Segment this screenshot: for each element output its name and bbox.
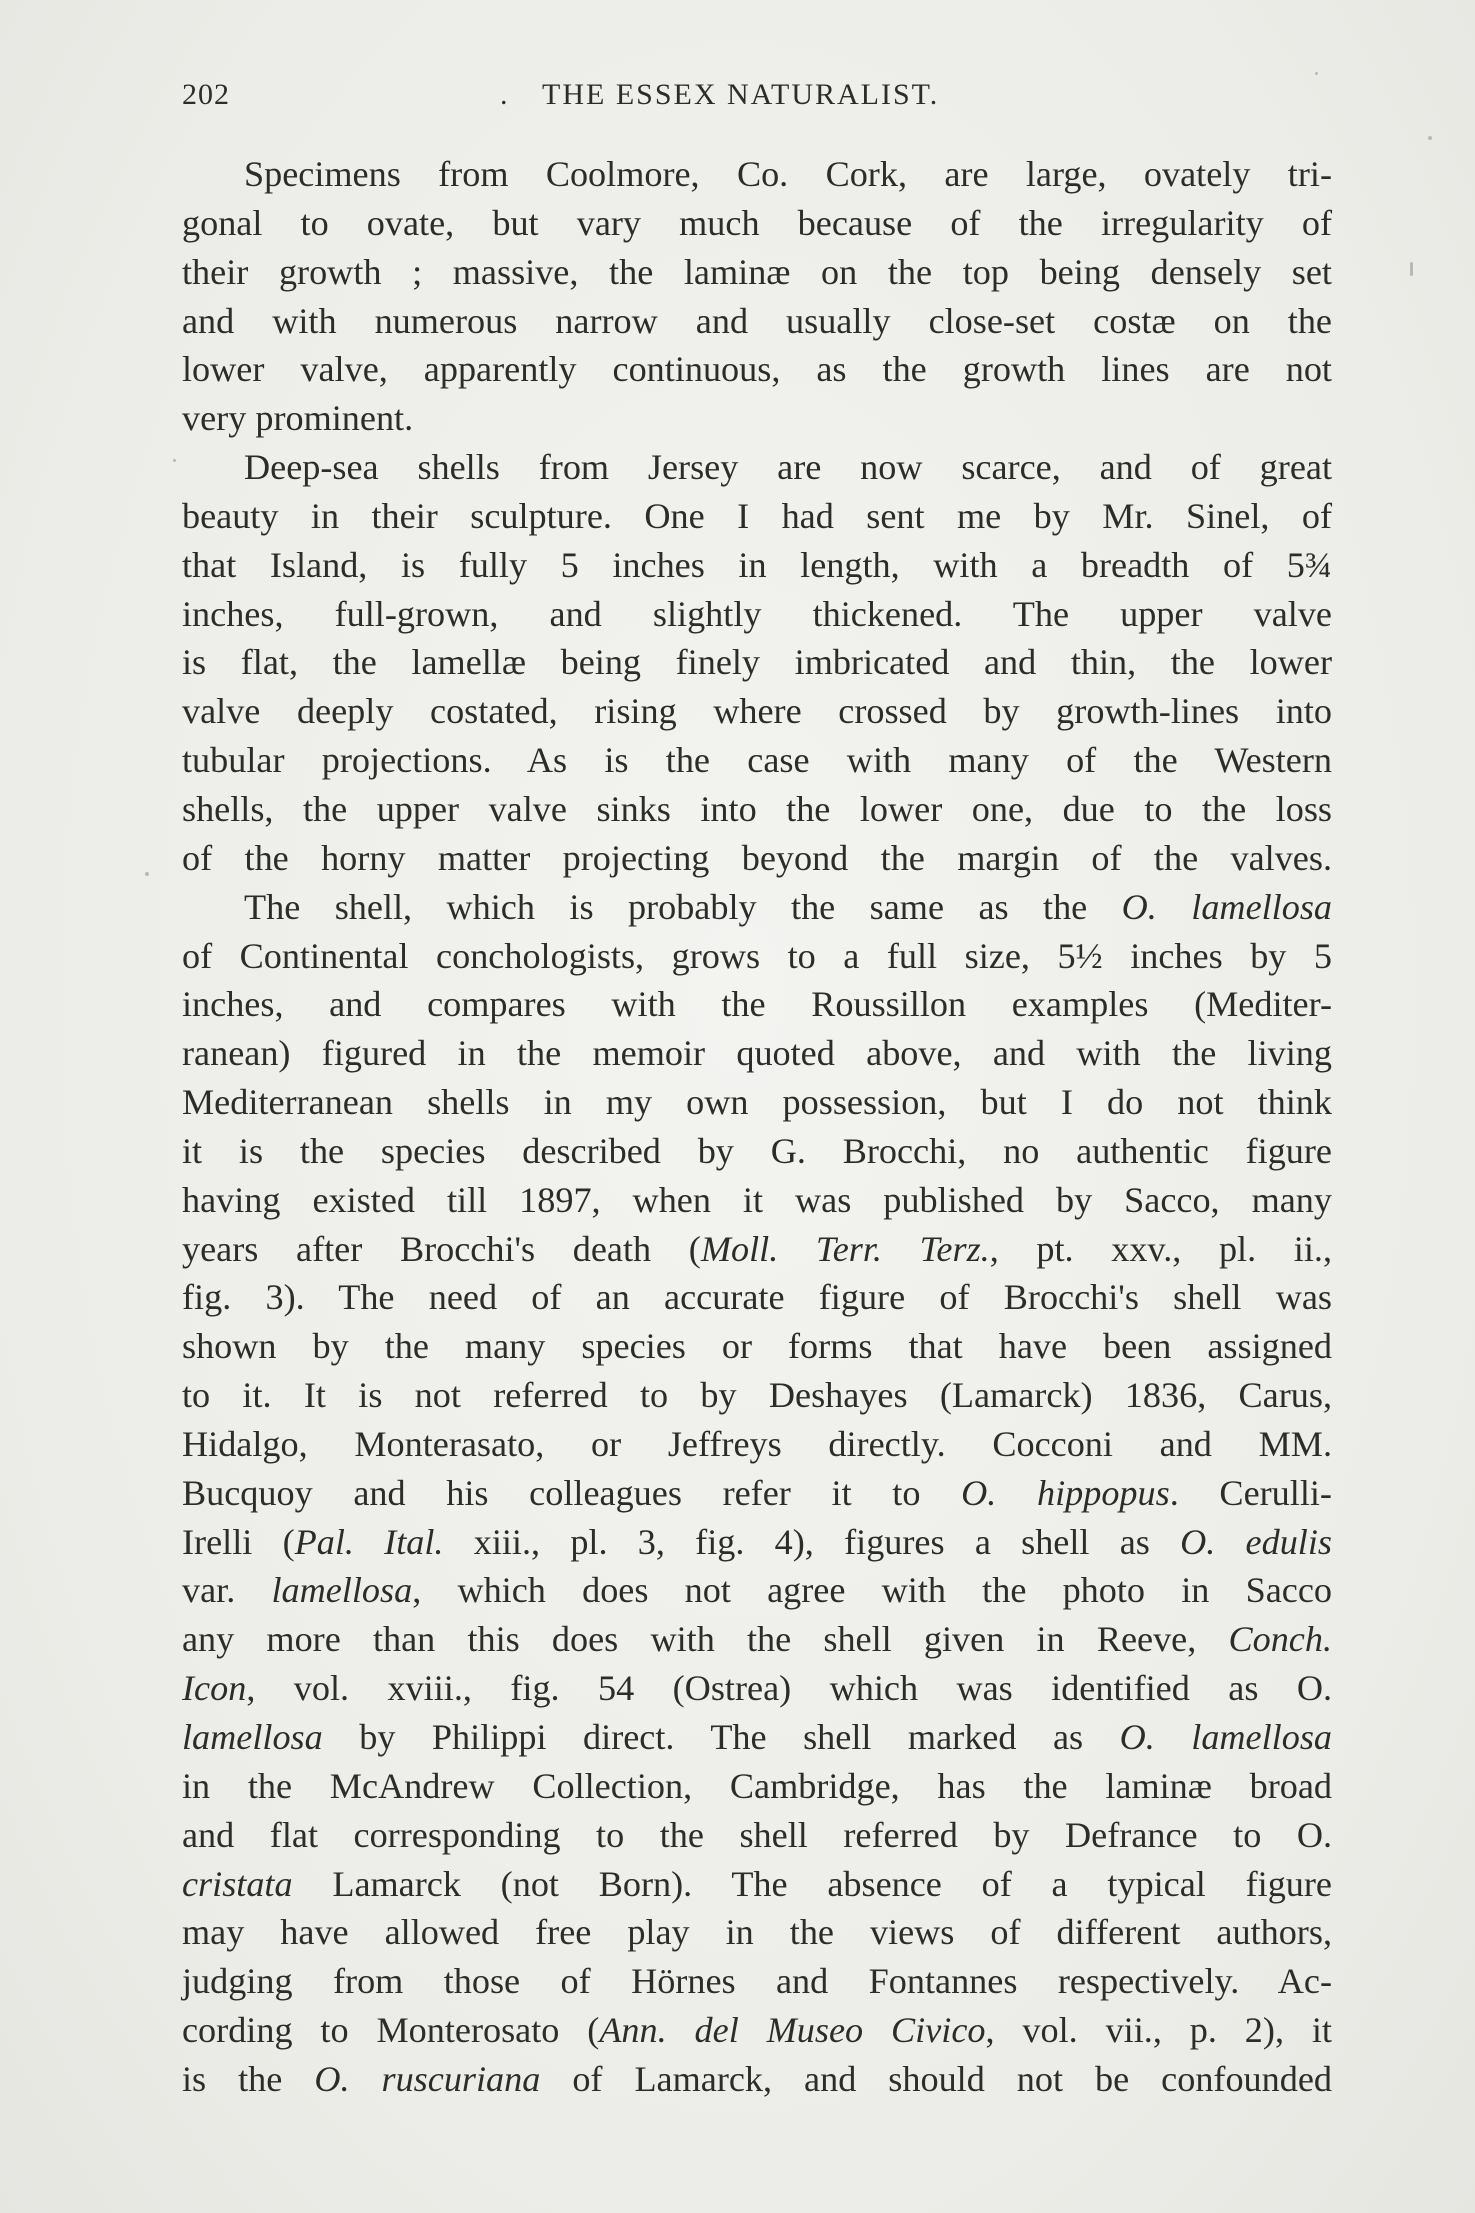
- text-line: Hidalgo, Monterasato, or Jeffreys directly. Cocconi and MM.: [182, 1423, 1332, 1464]
- text-line: The shell, which is probably the same as the O. lamellosa: [244, 886, 1333, 927]
- paragraph-3: [182, 883, 1332, 2104]
- text-line: Mediterranean shells in my own possession, but I do not think: [182, 1082, 1332, 1123]
- paper-speck: [1315, 72, 1318, 75]
- paper-speck: [173, 459, 176, 462]
- text-line: and flat corresponding to the shell referred by Defrance to O.: [182, 1814, 1332, 1855]
- text-line: gonal to ovate, but vary much because of the irregularity of: [182, 202, 1332, 243]
- text-line: beauty in their sculpture. One I had sent me by Mr. Sinel, of: [182, 495, 1332, 536]
- text-line: of the horny matter projecting beyond the margin of the valves.: [182, 837, 1332, 878]
- text-line: Specimens from Coolmore, Co. Cork, are large, ovately tri-: [244, 154, 1332, 194]
- running-head-title: THE ESSEX NATURALIST.: [542, 78, 940, 111]
- paragraph-2: [182, 443, 1332, 883]
- text-line: shown by the many species or forms that have been assigned: [182, 1326, 1332, 1367]
- text-line: valve deeply costated, rising where crossed by growth-lines into: [182, 691, 1332, 732]
- text-line: it is the species described by G. Brocchi, no authentic figure: [182, 1130, 1332, 1171]
- page-header: [182, 78, 1332, 118]
- text-line: fig. 3). The need of an accurate figure of Brocchi's shell was: [182, 1277, 1332, 1318]
- text-line: cording to Monterosato (Ann. del Museo Civico, vol. vii., p. 2), it: [182, 2010, 1332, 2051]
- text-line: may have allowed free play in the views of different authors,: [182, 1912, 1332, 1953]
- paper-speck: [1428, 136, 1432, 140]
- paragraph-1: [182, 150, 1332, 443]
- text-line: any more than this does with the shell given in Reeve, Conch.: [182, 1619, 1332, 1660]
- body-text: [182, 150, 1332, 2104]
- text-line: Bucquoy and his colleagues refer it to O. hippopus. Cerulli-: [182, 1472, 1332, 1513]
- text-line: shells, the upper valve sinks into the lower one, due to the loss: [182, 788, 1332, 829]
- text-line: inches, and compares with the Roussillon examples (Mediter-: [182, 984, 1332, 1025]
- running-head: [500, 78, 940, 112]
- text-line: var. lamellosa, which does not agree with the photo in Sacco: [182, 1570, 1332, 1611]
- text-line: ranean) figured in the memoir quoted above, and with the living: [182, 1033, 1332, 1074]
- text-line: their growth ; massive, the laminæ on the top being densely set: [182, 251, 1332, 292]
- header-separator: .: [500, 78, 510, 111]
- text-line: Deep-sea shells from Jersey are now scarce, and of great: [244, 447, 1332, 488]
- text-line: of Continental conchologists, grows to a full size, 5½ inches by 5: [182, 935, 1332, 976]
- text-line: inches, full-grown, and slightly thickened. The upper valve: [182, 593, 1332, 634]
- text-line: that Island, is fully 5 inches in length, with a breadth of 5¾: [182, 544, 1332, 585]
- paper-speck: [1410, 262, 1413, 276]
- text-line: is flat, the lamellæ being finely imbricated and thin, the lower: [182, 642, 1332, 683]
- paper-speck: [145, 872, 149, 876]
- text-line: tubular projections. As is the case with many of the Western: [182, 740, 1332, 781]
- text-line: Icon, vol. xviii., fig. 54 (Ostrea) which was identified as O.: [182, 1668, 1332, 1709]
- page-number: 202: [182, 78, 230, 111]
- text-line: years after Brocchi's death (Moll. Terr. Terz., pt. xxv., pl. ii.,: [182, 1228, 1332, 1269]
- text-line: having existed till 1897, when it was published by Sacco, many: [182, 1179, 1332, 1220]
- text-line: lamellosa by Philippi direct. The shell marked as O. lamellosa: [182, 1717, 1332, 1757]
- text-line: judging from those of Hörnes and Fontannes respectively. Ac-: [182, 1961, 1332, 2002]
- text-line: lower valve, apparently continuous, as the growth lines are not: [182, 349, 1332, 390]
- text-line: and with numerous narrow and usually close-set costæ on the: [182, 300, 1332, 341]
- text-line: cristata Lamarck (not Born). The absence of a typical figure: [182, 1863, 1332, 1904]
- text-line: is the O. ruscuriana of Lamarck, and should not be confounded: [182, 2058, 1332, 2099]
- text-line: very prominent.: [182, 398, 414, 439]
- text-line: Irelli (Pal. Ital. xiii., pl. 3, fig. 4), figures a shell as O. edulis: [182, 1521, 1332, 1562]
- text-line: to it. It is not referred to by Deshayes (Lamarck) 1836, Carus,: [182, 1375, 1332, 1416]
- text-line: in the McAndrew Collection, Cambridge, has the laminæ broad: [182, 1765, 1332, 1806]
